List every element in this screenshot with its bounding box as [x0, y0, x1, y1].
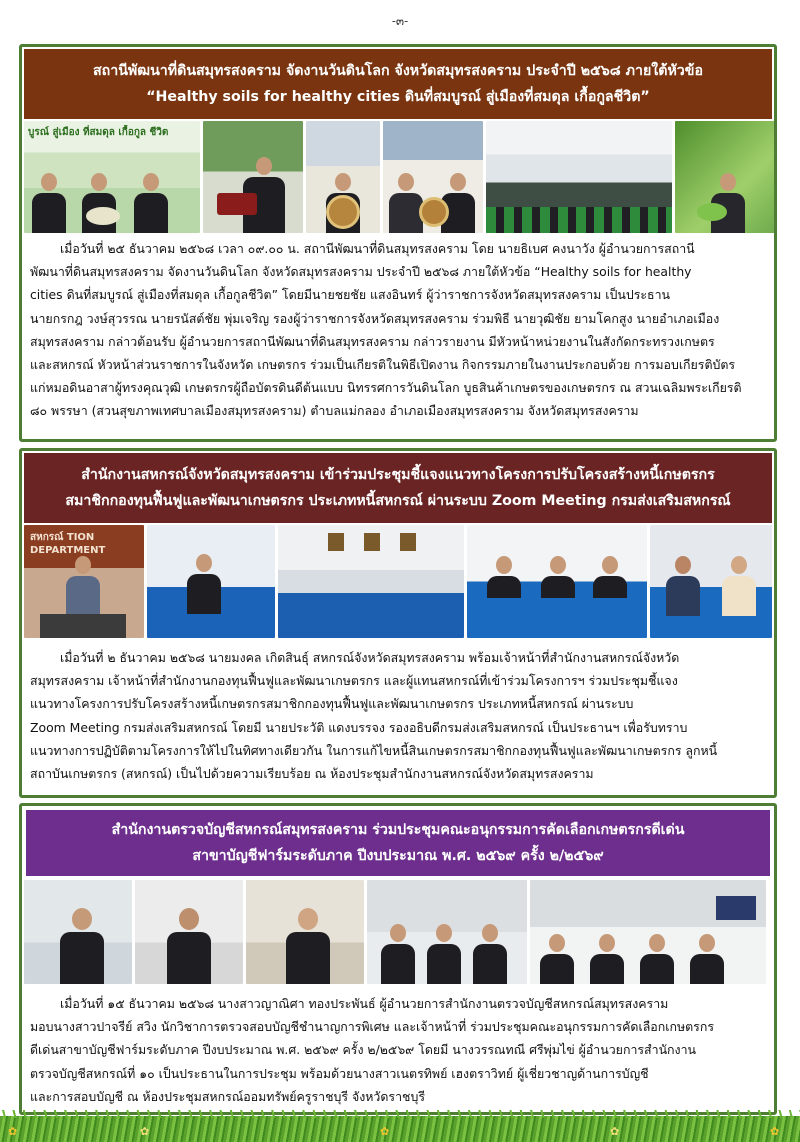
section-banner [26, 810, 770, 876]
photo-vegetable-display [675, 121, 777, 233]
photo-zoom-screen [24, 525, 144, 638]
photo-backdrop-text: บูรณ์ สู่เมือง ที่สมดุล เกื้อกูล ชีวิต [28, 127, 169, 138]
news-section-audit-committee [19, 803, 777, 1115]
photo-meeting-room [278, 525, 464, 638]
section-body [22, 984, 774, 1108]
photo-speaker-podium [203, 121, 303, 233]
photo-strip [24, 880, 772, 984]
photo-portrait-2 [135, 880, 243, 984]
photo-portrait-1 [24, 880, 132, 984]
page-number: -๓- [391, 14, 409, 28]
section-body [22, 638, 774, 785]
section-body [22, 233, 774, 423]
photo-officer-desk [147, 525, 275, 638]
photo-meeting-table [467, 525, 647, 638]
photo-group-meeting [367, 880, 527, 984]
section-banner [24, 453, 772, 523]
photo-strip [24, 525, 772, 638]
section-banner [24, 49, 772, 119]
photo-committee-table [530, 880, 766, 984]
banner-title-line1: สำนักงานสหกรณ์จังหวัดสมุทรสงคราม เข้าร่วมประชุมชี้แจงแนวทางโครงการปรับโครงสร้างหนี้เกษตรกร [81, 467, 715, 483]
banner-title-line2: สาขาบัญชีฟาร์มระดับภาค ปีงบประมาณ พ.ศ. ๒๕๖๙ ครั้ง ๒/๒๕๖๙ [192, 848, 604, 864]
body-paragraph: เมื่อวันที่ ๑๕ ธันวาคม ๒๕๖๘ นางสาวญาณิศา ทองประพันธ์ ผู้อำนวยการสำนักงานตรวจบัญชีสหกรณ์สมุทรสงคราม มอบนางสาวปาจรีย์ สวิง นักวิชาการตรวจสอบบัญชีชำนาญการพิเศษ และเจ้าหน้าที่ ร่วมประชุมคณะอนุกรรมการคัดเลือกเกษตรกร ดีเด่นสาขาบัญชีฟาร์มระดับภาค ปีงบประมาณ พ.ศ. ๒๕๖๙ ครั้ง ๒/๒๕๖๙ โดยมี นางวรรณทณี ศรีพุ่มไข่ ผู้อำนวยการสำนักงาน ตรวจบัญชีสหกรณ์ที่ ๑๐ เป็นประธานในการประชุม พร้อมด้วยนางสาวเนตรทิพย์ เฮงตราวิทย์ ผู้เชี่ยวชาญด้านการบัญชี และการสอบบัญชี ณ ห้องประชุมสหกรณ์ออมทรัพย์ครูราชบุรี จังหวัดราชบุรี [30, 996, 714, 1104]
banner-title-line2: สมาชิกกองทุนฟื้นฟูและพัฒนาเกษตรกร ประเภทหนี้สหกรณ์ ผ่านระบบ Zoom Meeting กรมส่งเสริมสหกรณ์ [65, 493, 731, 509]
banner-title-line1: สถานีพัฒนาที่ดินสมุทรสงคราม จัดงานวันดินโลก จังหวัดสมุทรสงคราม ประจำปี ๒๕๖๘ ภายใต้หัวข้อ [93, 63, 703, 79]
news-section-soil-day [19, 44, 777, 442]
photo-audience-tent [486, 121, 672, 233]
banner-title-line2: “Healthy soils for healthy cities ดินที่สมบูรณ์ สู่เมืองที่สมดุล เกื้อกูลชีวิต” [146, 89, 650, 105]
news-section-debt-restructure [19, 448, 777, 798]
banner-title-line1: สำนักงานตรวจบัญชีสหกรณ์สมุทรสงคราม ร่วมประชุมคณะอนุกรรมการคัดเลือกเกษตรกรดีเด่น [111, 822, 685, 838]
photo-governor-speech [306, 121, 380, 233]
photo-portrait-3 [246, 880, 364, 984]
body-paragraph: เมื่อวันที่ ๒ ธันวาคม ๒๕๖๘ นายมงคล เกิดสินธุ์ สหกรณ์จังหวัดสมุทรสงคราม พร้อมเจ้าหน้าที่สำนักงานสหกรณ์จังหวัด สมุทรสงคราม เจ้าหน้าที่สำนักงานกองทุนฟื้นฟูและพัฒนาเกษตรกร และผู้แทนสหกรณ์ที่เข้าร่วมโครงการฯ ร่วมประชุมชี้แจง แนวทางโครงการปรับโครงสร้างหนี้เกษตรกรสมาชิกกองทุนฟื้นฟูและพัฒนาเกษตรกร ประเภทหนี้สหกรณ์ ผ่านระบบ Zoom Meeting กรมส่งเสริมสหกรณ์ โดยมี นายประวัติ แดงบรรจง รองอธิบดีกรมส่งเสริมสหกรณ์ เป็นประธานฯ เพื่อรับทราบ แนวทางการปฏิบัติตามโครงการให้ไปในทิศทางเดียวกัน ในการแก้ไขหนี้สินเกษตรกรสมาชิกกองทุนฟื้นฟูและพัฒนาเกษตรกร ลูกหนี้ สถาบันเกษตรกร (สหกรณ์) เป็นไปด้วยความเรียบร้อย ณ ห้องประชุมสำนักงานสหกรณ์จังหวัดสมุทรสงคราม [30, 650, 718, 782]
photo-officials-podium [383, 121, 483, 233]
photo-screen-text: สหกรณ์ TION DEPARTMENT [30, 532, 106, 556]
body-paragraph: เมื่อวันที่ ๒๕ ธันวาคม ๒๕๖๘ เวลา ๐๙.๐๐ น. สถานีพัฒนาที่ดินสมุทรสงคราม โดย นายธิเบศ คงนาวัง ผู้อำนวยการสถานี พัฒนาที่ดินสมุทรสงคราม จัดงานวันดินโลก จังหวัดสมุทรสงคราม ประจำปี ๒๕๖๘ ภายใต้หัวข้อ “Healthy soils for healthy cities ดินที่สมบูรณ์ สู่เมืองที่สมดุล เกื้อกูลชีวิต” โดยมีนายชยชัย แสงอินทร์ ผู้ว่าราชการจังหวัดสมุทรสงคราม เป็นประธาน นายกรกฎ วงษ์สุวรรณ นายรนัสต์ชัย พุ่มเจริญ รองผู้ว่าราชการจังหวัดสมุทรสงคราม ร่วมพิธี นายวุฒิชัย ยามโคกสูง นายอำเภอเมือง สมุทรสงคราม กล่าวต้อนรับ ผู้อำนวยการสถานีพัฒนาที่ดินสมุทรสงคราม กล่าวรายงาน มีหัวหน้าหน่วยงานในสังกัดกระทรวงเกษตร และสหกรณ์ หัวหน้าส่วนราชการในจังหวัด เกษตรกร ร่วมเป็นเกียรติในพิธีเปิดงาน กิจกรรมภายในงานประกอบด้วย การมอบเกียรติบัตร แก่หมอดินอาสาผู้ทรงคุณวุฒิ เกษตรกรผู้ถือบัตรดินดีต้นแบบ นิทรรศการวันดินโลก บูธสินค้าเกษตรของเกษตรกร ณ สวนเฉลิมพระเกียรติ ๘๐ พรรษา (สวนสุขภาพเทศบาลเมืองสมุทรสงคราม) ตำบลแม่กลอง อำเภอเมืองสมุทรสงคราม จังหวัดสมุทรสงคราม [30, 241, 742, 419]
photo-strip [24, 121, 772, 233]
photo-staff-women [650, 525, 772, 638]
photo-event-stage [24, 121, 200, 233]
grass-footer-decoration: ✿ ✿ ✿ ✿ ✿ [0, 1116, 800, 1142]
